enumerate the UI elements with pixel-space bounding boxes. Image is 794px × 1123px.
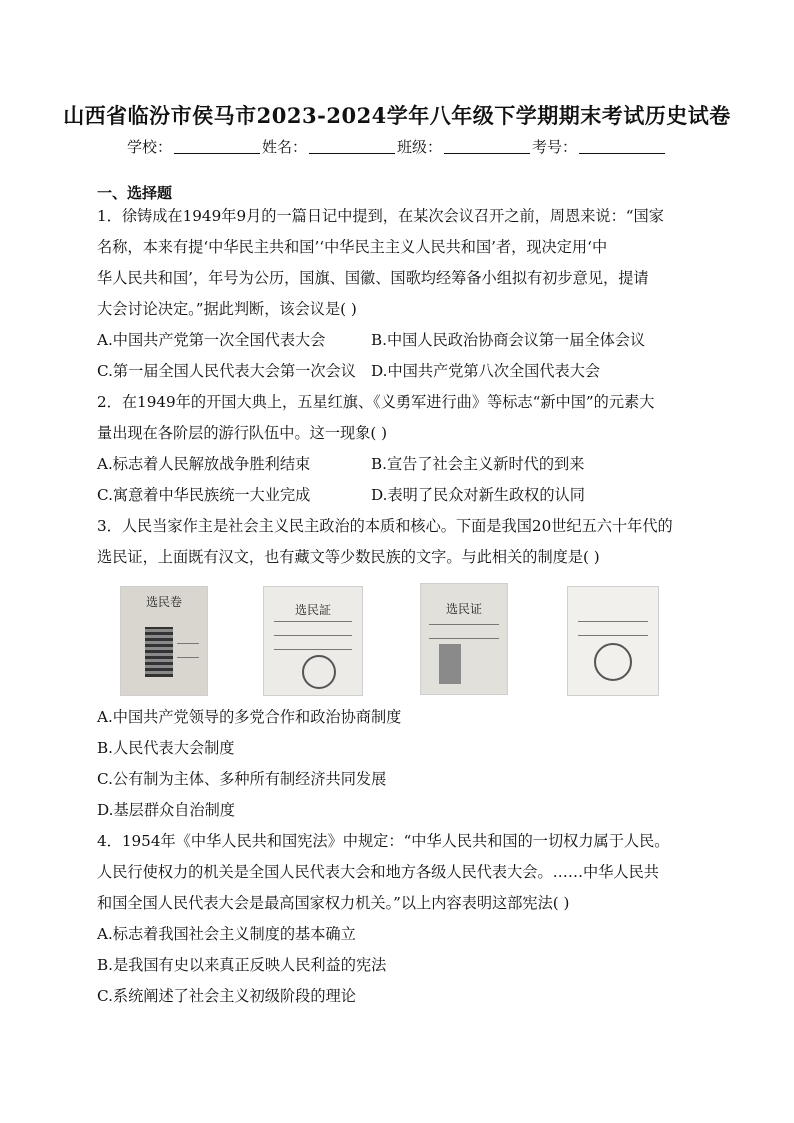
section-heading: 一、选择题 xyxy=(97,184,173,202)
q3-option-a[interactable]: A.中国共产党领导的多党合作和政治协商制度 xyxy=(97,708,402,726)
voter-card-image-1 xyxy=(120,586,208,696)
name-blank[interactable] xyxy=(309,139,395,154)
q3-option-c[interactable]: C.公有制为主体、多种所有制经济共同发展 xyxy=(97,770,387,788)
exam-title: 山西省临汾市侯马市2023-2024学年八年级下学期期末考试历史试卷 xyxy=(63,103,731,128)
q2-option-d[interactable]: D.表明了民众对新生政权的认同 xyxy=(371,486,585,504)
class-label: 班级： xyxy=(397,138,443,156)
number-label: 考号： xyxy=(532,138,578,156)
student-info-row xyxy=(0,136,794,157)
school-blank[interactable] xyxy=(174,139,260,154)
q2-option-a[interactable]: A.标志着人民解放战争胜利结束 xyxy=(97,455,311,473)
q1-line-2: 名称，本来有提‘中华民主共和国’‘中华民主主义人民共和国’者，现决定用‘中 xyxy=(97,238,608,256)
voter-card-image-3 xyxy=(420,583,508,695)
name-label: 姓名： xyxy=(261,138,307,156)
q1-option-d[interactable]: D.中国共产党第八次全国代表大会 xyxy=(371,362,601,380)
q4-option-a[interactable]: A.标志着我国社会主义制度的基本确立 xyxy=(97,925,356,943)
q4-line-1: 4．1954年《中华人民共和国宪法》中规定：“中华人民共和国的一切权力属于人民。 xyxy=(97,832,670,850)
q1-line-3: 华人民共和国’，年号为公历，国旗、国徽、国歌均经筹备小组拟有初步意见，提请 xyxy=(97,269,649,287)
voter-card-4-stamp xyxy=(594,643,632,681)
voter-card-3-heading: 选民证 xyxy=(445,602,482,616)
voter-card-2-heading: 选民証 xyxy=(294,603,331,617)
q1-line-1: 1．徐铸成在1949年9月的一篇日记中提到，在某次会议召开之前，周恩来说：“国家 xyxy=(97,207,664,225)
q1-option-b[interactable]: B.中国人民政治协商会议第一届全体会议 xyxy=(371,331,646,349)
q2-option-b[interactable]: B.宣告了社会主义新时代的到来 xyxy=(371,455,585,473)
q4-option-b[interactable]: B.是我国有史以来真正反映人民利益的宪法 xyxy=(97,956,387,974)
q2-line-2: 量出现在各阶层的游行队伍中。这一现象( ) xyxy=(97,424,388,442)
voter-card-image-2 xyxy=(263,586,363,696)
q2-line-1: 2．在1949年的开国大典上，五星红旗、《义勇军进行曲》等标志“新中国”的元素大 xyxy=(97,393,655,411)
voter-card-image-4 xyxy=(567,586,659,696)
q3-option-b[interactable]: B.人民代表大会制度 xyxy=(97,739,235,757)
q3-line-1: 3．人民当家作主是社会主义民主政治的本质和核心。下面是我国20世纪五六十年代的 xyxy=(97,517,673,535)
q4-option-c[interactable]: C.系统阐述了社会主义初级阶段的理论 xyxy=(97,987,356,1005)
q2-option-c[interactable]: C.寓意着中华民族统一大业完成 xyxy=(97,486,311,504)
q1-option-c[interactable]: C.第一届全国人民代表大会第一次会议 xyxy=(97,362,356,380)
voter-card-1-heading: 选民卷 xyxy=(145,595,182,609)
school-label: 学校： xyxy=(126,138,172,156)
class-blank[interactable] xyxy=(444,139,530,154)
number-blank[interactable] xyxy=(579,139,665,154)
q1-option-a[interactable]: A.中国共产党第一次全国代表大会 xyxy=(97,331,326,349)
voter-card-1-seal xyxy=(145,627,173,677)
voter-card-3-seal xyxy=(439,644,461,684)
q4-line-3: 和国全国人民代表大会是最高国家权力机关。”以上内容表明这部宪法( ) xyxy=(97,894,570,912)
q3-line-2: 选民证，上面既有汉文，也有藏文等少数民族的文字。与此相关的制度是( ) xyxy=(97,548,600,566)
q1-line-4: 大会讨论决定。”据此判断，该会议是( ) xyxy=(97,300,357,318)
voter-card-2-stamp xyxy=(302,655,336,689)
q3-option-d[interactable]: D.基层群众自治制度 xyxy=(97,801,235,819)
q4-line-2: 人民行使权力的机关是全国人民代表大会和地方各级人民代表大会。……中华人民共 xyxy=(97,863,659,881)
